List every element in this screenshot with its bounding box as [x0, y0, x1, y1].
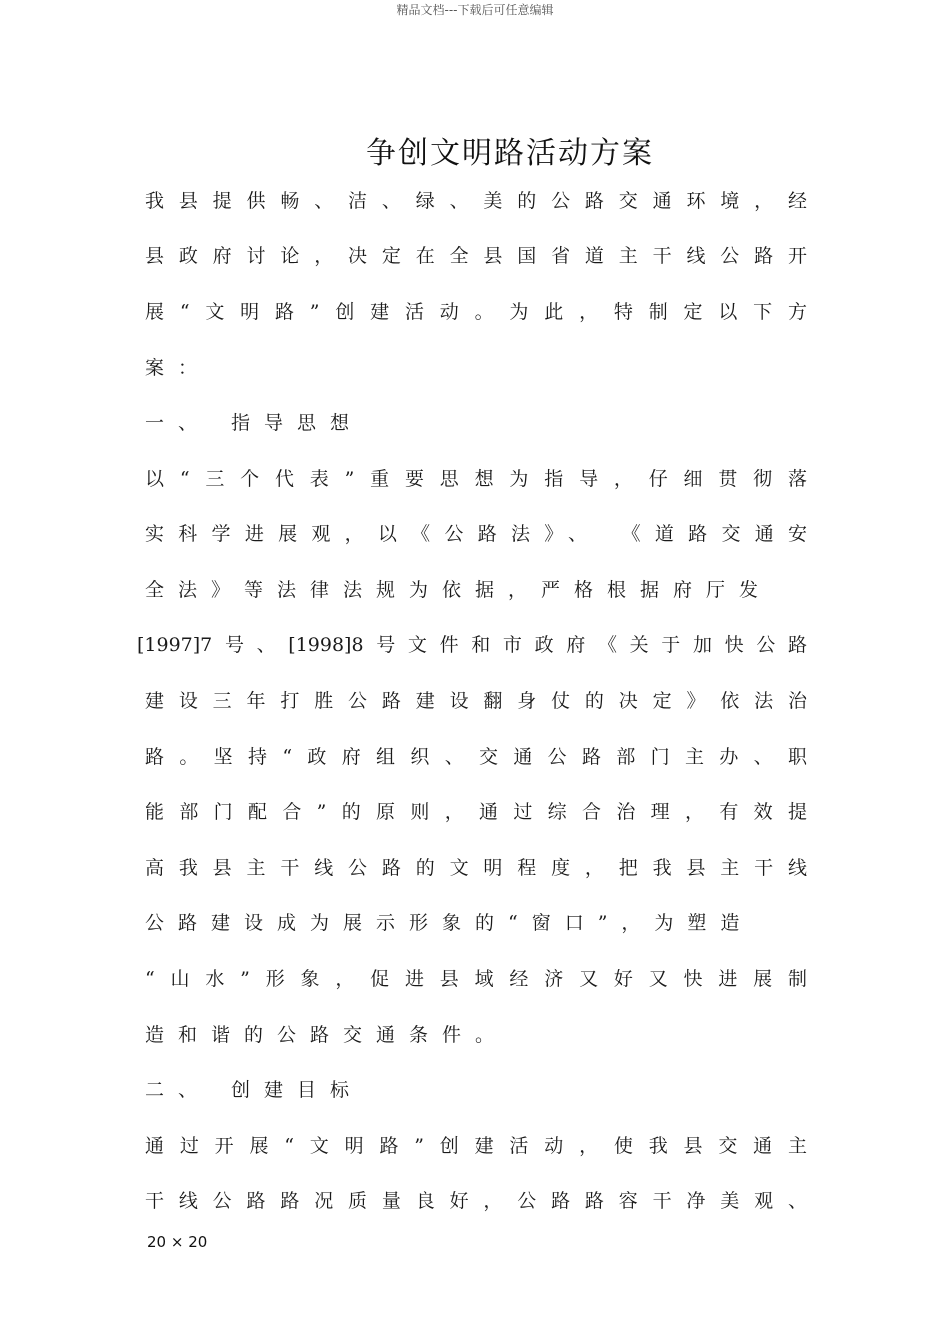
body-line-17: 干线公路路况质量良好，公路路容干净美观、 [145, 1190, 807, 1212]
section-heading-1: 一、 指导思想 [145, 412, 364, 434]
document-title: 争创文明路活动方案 [366, 136, 654, 171]
body-line-5: 以“三个代表”重要思想为指导，仔细贯彻落 [145, 468, 807, 490]
body-line-2: 县政府讨论，决定在全县国省道主干线公路开 [145, 245, 807, 267]
body-line-15: 造和谐的公路交通条件。 [145, 1024, 509, 1046]
body-line-14: “山水”形象，促进县域经济又好又快进展制 [145, 968, 807, 990]
body-line-4: 案： [145, 357, 212, 379]
body-line-9: 建设三年打胜公路建设翻身仗的决定》依法治 [145, 690, 807, 712]
body-line-12: 高我县主干线公路的文明程度，把我县主干线 [145, 857, 807, 879]
body-line-11: 能部门配合”的原则，通过综合治理，有效提 [145, 801, 807, 823]
grid-size-mark: 20 × 20 [147, 1233, 208, 1251]
section-heading-2: 二、 创建目标 [145, 1079, 364, 1101]
header-note: 精品文档---下载后可任意编辑 [396, 3, 554, 17]
body-line-1: 我县提供畅、洁、绿、美的公路交通环境，经 [145, 190, 807, 212]
body-line-16: 通过开展“文明路”创建活动，使我县交通主 [145, 1135, 807, 1157]
body-line-3: 展“文明路”创建活动。为此，特制定以下方 [145, 301, 807, 323]
body-line-13: 公路建设成为展示形象的“窗口”，为塑造 [145, 912, 754, 934]
body-line-7: 全法》等法律法规为依据，严格根据府厅发 [145, 579, 773, 601]
body-line-8: [1997]7号、[1998]8号文件和市政府《关于加快公路 [137, 634, 807, 656]
body-line-6: 实科学进展观，以《公路法》、 《道路交通安 [145, 523, 807, 545]
body-line-10: 路。坚持“政府组织、交通公路部门主办、职 [145, 746, 807, 768]
